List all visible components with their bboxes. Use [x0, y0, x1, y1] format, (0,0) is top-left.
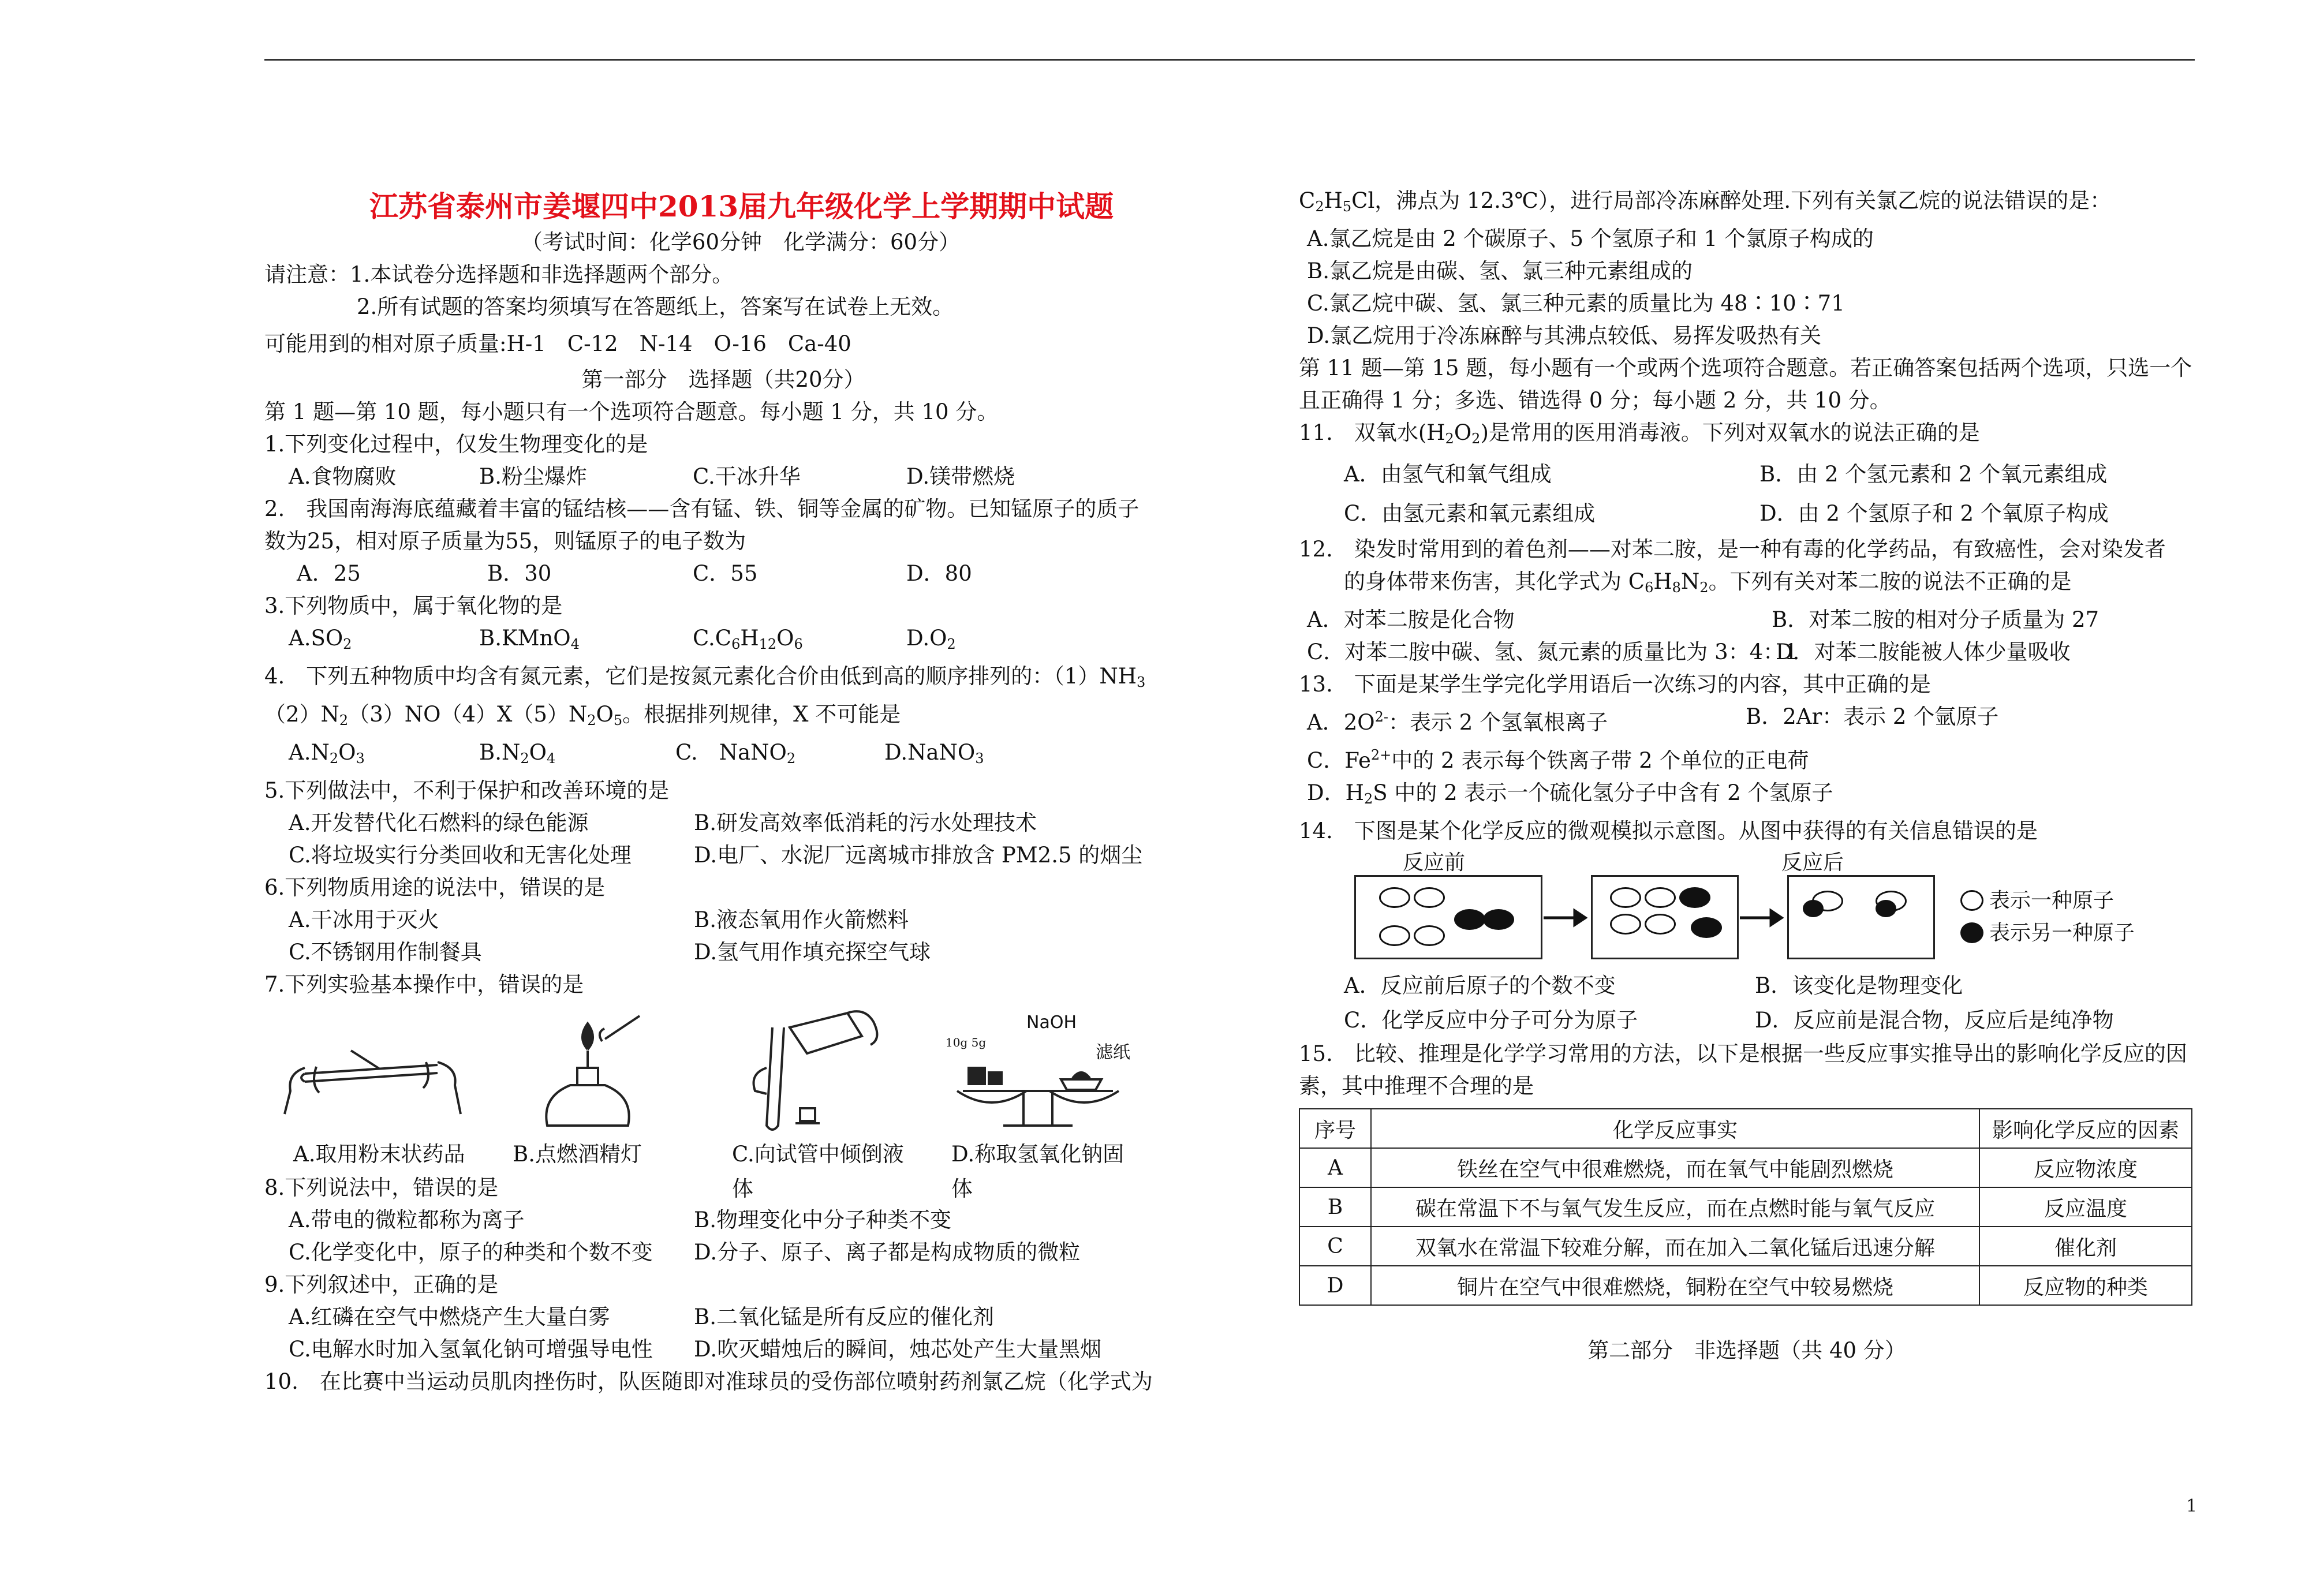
q13-option-a: A．2O2-：表示 2 个氢氧根离子 — [1307, 709, 1608, 735]
q6-option-c: C.不锈钢用作制餐具 — [289, 940, 482, 965]
header-rule — [264, 59, 2195, 61]
part1-title: 第一部分 选择题（共20分） — [581, 367, 865, 392]
white-atom — [1610, 914, 1641, 935]
q4-option-d: D.NaNO3 — [884, 740, 984, 767]
q13-option-d: D．$H_2S$ 中的 2 表示一个硫化氢分子中含有 2 个氢原子 — [1307, 780, 1833, 807]
q1-option-d: D.镁带燃烧 — [906, 464, 1015, 489]
q2-option-c: C．55 — [693, 561, 758, 586]
weighing-balance-figure — [922, 1004, 1142, 1137]
q13-option-c: C．$Fe^{2+}$中的 2 表示每个铁离子带 2 个单位的正电荷 — [1307, 747, 1809, 773]
q14-options-1 — [1299, 969, 2195, 1003]
part1-instructions-2b: 且正确得 1 分；多选、错选得 0 分；每小题 2 分，共 10 分。 — [1299, 388, 1891, 413]
q13-option-b: B．2Ar：表示 2 个氩原子 — [1746, 704, 1999, 729]
q2-options — [264, 558, 1182, 590]
legend-white-atom-icon — [1960, 890, 1983, 911]
q3-option-b: B.KMnO4 — [479, 626, 580, 652]
table-cell: 反应物的种类 — [1979, 1266, 2192, 1305]
q10-option-b: B.氯乙烷是由碳、氢、氯三种元素组成的 — [1307, 259, 1693, 283]
table-row — [1299, 1266, 2192, 1305]
table-header: 化学反应事实 — [1371, 1109, 1979, 1148]
q1-stem: 1.下列变化过程中，仅发生物理变化的是 — [264, 432, 648, 457]
q10-stem-2: $C_2H_5Cl$，沸点为 12.3℃），进行局部冷冻麻醉处理.下列有关氯乙烷的说法错误的是： — [1299, 188, 2112, 215]
white-atom — [1645, 887, 1676, 908]
q7-option-a: A.取用粉末状药品 — [293, 1142, 465, 1167]
middle-box — [1591, 875, 1739, 959]
q6-option-b: B.液态氧用作火箭燃料 — [694, 907, 909, 932]
after-label: 反应后 — [1781, 851, 1844, 874]
q14-option-d: D．反应前是混合物，反应后是纯净物 — [1755, 1008, 2114, 1033]
atomic-mass-line: 可能用到的相对原子质量:H-1 C-12 N-14 O-16 Ca-40 — [264, 331, 851, 356]
legend-1: 表示一种原子 — [1989, 889, 2115, 913]
q8-options-2 — [264, 1236, 1182, 1269]
black-atom — [1803, 900, 1824, 917]
q1-option-c: C.干冰升华 — [693, 464, 801, 489]
legend-black-atom-icon — [1960, 922, 1983, 943]
q9-options-1 — [264, 1301, 1182, 1333]
black-atom — [1876, 900, 1896, 917]
q9-options-2 — [264, 1333, 1182, 1366]
q13-options-1 — [1299, 701, 2195, 739]
table-cell: 铁丝在空气中很难燃烧，而在氧气中能剧烈燃烧 — [1371, 1148, 1979, 1187]
q6-options-2 — [264, 936, 1182, 969]
q11-options-2 — [1299, 494, 2195, 533]
after-box — [1787, 875, 1935, 959]
table-cell: 铜片在空气中很难燃烧，铜粉在空气中较易燃烧 — [1371, 1266, 1979, 1305]
q12-option-a: A．对苯二胺是化合物 — [1307, 607, 1515, 632]
q1-options — [264, 461, 1182, 493]
q11-stem: 11. 双氧水$(H_2O_2)$是常用的医用消毒液。下列对双氧水的说法正确的是 — [1299, 420, 1980, 447]
black-atom — [1679, 887, 1710, 908]
right-column — [1299, 185, 2195, 1367]
q8-option-a: A.带电的微粒都称为离子 — [289, 1208, 525, 1232]
q11-option-d: D．由 2 个氢原子和 2 个氧原子构成 — [1759, 501, 2109, 526]
white-atom — [1379, 887, 1410, 908]
q6-stem: 6.下列物质用途的说法中，错误的是 — [264, 875, 606, 900]
q12-stem-1: 12. 染发时常用到的着色剂——对苯二胺，是一种有毒的化学药品，有致癌性，会对染发者 — [1299, 537, 2166, 562]
q9-stem: 9.下列叙述中，正确的是 — [264, 1272, 499, 1297]
table-cell: 碳在常温下不与氧气发生反应，而在点燃时能与氧气反应 — [1371, 1187, 1979, 1227]
white-atom — [1610, 887, 1641, 908]
page-number: 1 — [2186, 1496, 2198, 1516]
white-atom — [1414, 887, 1445, 908]
q9-option-a: A.红磷在空气中燃烧产生大量白雾 — [289, 1305, 610, 1329]
before-label: 反应前 — [1403, 851, 1466, 874]
q3-option-d: D.O2 — [906, 626, 956, 652]
q9-option-b: B.二氧化锰是所有反应的催化剂 — [694, 1305, 994, 1329]
table-cell: 反应温度 — [1979, 1187, 2192, 1227]
q14-option-b: B．该变化是物理变化 — [1755, 973, 1963, 998]
q15-stem-2: 素，其中推理不合理的是 — [1299, 1074, 1534, 1098]
q1-option-b: B.粉尘爆炸 — [479, 464, 587, 489]
q4-stem-2: $(2)N_2(3)NO(4)X(5)N_2O_5$。根据排列规律，X 不可能是 — [264, 702, 901, 728]
q12-option-d: D．对苯二胺能被人体少量吸收 — [1776, 640, 2071, 664]
black-atom — [1483, 909, 1514, 930]
q5-option-d: D.电厂、水泥厂远离城市排放含 PM2.5 的烟尘 — [694, 843, 1143, 868]
q8-stem: 8.下列说法中，错误的是 — [264, 1175, 499, 1200]
pouring-liquid-figure — [703, 1004, 922, 1137]
q5-option-c: C.将垃圾实行分类回收和无害化处理 — [289, 843, 632, 868]
notice-2: 2.所有试题的答案均须填写在答题纸上，答案写在试卷上无效。 — [357, 294, 954, 319]
weights-label: 10g 5g — [946, 1036, 987, 1049]
q12-options-2 — [1299, 636, 2195, 668]
q5-option-a: A.开发替代化石燃料的绿色能源 — [289, 810, 589, 835]
part1-instructions: 第 1 题—第 10 题，每小题只有一个选项符合题意。每小题 1 分，共 10 分。 — [264, 399, 999, 424]
q14-stem: 14. 下图是某个化学反应的微观模拟示意图。从图中获得的有关信息错误的是 — [1299, 818, 2038, 843]
table-header: 影响化学反应的因素 — [1979, 1109, 2192, 1148]
q7-figures — [264, 1004, 1182, 1137]
legend-2: 表示另一种原子 — [1989, 921, 2135, 945]
white-atom — [1645, 914, 1676, 935]
powder-sampling-figure — [264, 1004, 484, 1137]
alcohol-lamp-figure — [484, 1004, 703, 1137]
q4-option-c: C. NaNO2 — [675, 740, 796, 767]
naoh-label: NaOH — [1026, 1012, 1077, 1033]
q2-option-a: A．25 — [297, 561, 361, 586]
q14-option-a: A．反应前后原子的个数不变 — [1344, 973, 1616, 998]
part1-instructions-2a: 第 11 题—第 15 题，每小题有一个或两个选项符合题意。若正确答案包括两个选项，只选一个 — [1299, 356, 2192, 380]
q7-stem: 7.下列实验基本操作中，错误的是 — [264, 972, 584, 997]
table-cell: A — [1299, 1148, 1371, 1187]
q6-options-1 — [264, 904, 1182, 936]
q14-option-c: C．化学反应中分子可分为原子 — [1344, 1008, 1638, 1033]
q8-options-1 — [264, 1204, 1182, 1236]
q9-option-d: D.吹灭蜡烛后的瞬间，烛芯处产生大量黑烟 — [694, 1337, 1102, 1362]
q3-options — [264, 622, 1182, 660]
q10-option-d: D.氯乙烷用于冷冻麻醉与其沸点较低、易挥发吸热有关 — [1307, 323, 1822, 348]
q12-option-b: B．对苯二胺的相对分子质量为 27 — [1772, 607, 2099, 632]
reaction-diagram — [1299, 851, 2195, 964]
left-column — [264, 185, 1182, 1398]
q6-option-d: D.氢气用作填充探空气球 — [694, 940, 931, 965]
q4-option-a: A.N2O3 — [289, 740, 365, 767]
notice-1: 请注意：1.本试卷分选择题和非选择题两个部分。 — [264, 262, 734, 287]
q8-option-c: C.化学变化中，原子的种类和个数不变 — [289, 1240, 653, 1265]
q12-options-1 — [1299, 604, 2195, 636]
q2-option-d: D．80 — [906, 561, 972, 586]
q11-option-b: B．由 2 个氢元素和 2 个氧元素组成 — [1759, 462, 2108, 487]
q5-options-1 — [264, 807, 1182, 839]
q5-stem: 5.下列做法中，不利于保护和改善环境的是 — [264, 778, 670, 803]
q3-option-c: C.C6H12O6 — [693, 626, 803, 652]
table-cell: 双氧水在常温下较难分解，而在加入二氧化锰后迅速分解 — [1371, 1227, 1979, 1266]
table-header: 序号 — [1299, 1109, 1371, 1148]
q1-option-a: A.食物腐败 — [289, 464, 397, 489]
black-atom — [1691, 917, 1722, 938]
q3-stem: 3.下列物质中，属于氧化物的是 — [264, 593, 563, 618]
filter-paper-label: 滤纸 — [1096, 1042, 1130, 1063]
q5-options-2 — [264, 839, 1182, 872]
table-cell: 反应物浓度 — [1979, 1148, 2192, 1187]
table-cell: 催化剂 — [1979, 1227, 2192, 1266]
table-row — [1299, 1187, 2192, 1227]
q8-option-d: D.分子、原子、离子都是构成物质的微粒 — [694, 1240, 1081, 1265]
q2-stem-1: 2. 我国南海海底蕴藏着丰富的锰结核——含有锰、铁、铜等金属的矿物。已知锰原子的质子 — [264, 496, 1140, 521]
exam-title: 江苏省泰州市姜堰四中2013届九年级化学上学期期中试题 — [369, 189, 1114, 223]
q12-option-c: C．对苯二胺中碳、氢、氮元素的质量比为 3：4：1 — [1307, 640, 1798, 664]
q4-options — [264, 737, 1182, 775]
q9-option-c: C.电解水时加入氢氧化钠可增强导电性 — [289, 1337, 653, 1362]
white-atom — [1414, 925, 1445, 946]
part2-title: 第二部分 非选择题（共 40 分） — [1587, 1338, 1906, 1363]
before-box — [1354, 875, 1542, 959]
q3-option-a: A.SO2 — [289, 626, 352, 652]
q2-option-b: B．30 — [487, 561, 552, 586]
q14-options-2 — [1299, 1003, 2195, 1038]
q10-stem-1: 10. 在比赛中当运动员肌肉挫伤时，队医随即对准球员的受伤部位喷射药剂氯乙烷（化学式为 — [264, 1369, 1153, 1394]
table-cell: D — [1299, 1266, 1371, 1305]
table-row — [1299, 1148, 2192, 1187]
table-cell: C — [1299, 1227, 1371, 1266]
q10-option-a: A.氯乙烷是由 2 个碳原子、5 个氢原子和 1 个氯原子构成的 — [1307, 226, 1874, 251]
white-atom — [1379, 925, 1410, 946]
black-atom — [1454, 909, 1485, 930]
q15-stem-1: 15. 比较、推理是化学学习常用的方法，以下是根据一些反应事实推导出的影响化学反应的因 — [1299, 1041, 2187, 1066]
q12-stem-2: 的身体带来伤害，其化学式为 $C_6H_8N_2$。下列有关对苯二胺的说法不正确的是 — [1344, 569, 2072, 596]
q7-option-d: D.称取氢氧化钠固体 — [951, 1142, 1125, 1201]
q4-stem-1: 4. 下列五种物质中均含有氮元素，它们是按氮元素化合价由低到高的顺序排列的：$(1)NH_3$ — [264, 664, 1146, 690]
table-row — [1299, 1227, 2192, 1266]
exam-subtitle: （考试时间：化学60分钟 化学满分：60分） — [521, 230, 961, 255]
q7-option-c: C.向试管中倾倒液体 — [732, 1142, 904, 1201]
table-header-row — [1299, 1109, 2192, 1148]
q10-option-c: C.氯乙烷中碳、氢、氯三种元素的质量比为 48∶10∶71 — [1307, 291, 1845, 316]
q15-table — [1299, 1108, 2192, 1306]
q5-option-b: B.研发高效率低消耗的污水处理技术 — [694, 810, 1037, 835]
q8-option-b: B.物理变化中分子种类不变 — [694, 1208, 951, 1232]
q2-stem-2: 数为25，相对原子质量为55，则锰原子的电子数为 — [264, 529, 746, 554]
q4-option-b: B.N2O4 — [479, 740, 556, 767]
q11-option-c: C．由氢元素和氧元素组成 — [1344, 501, 1596, 526]
q11-option-a: A．由氢气和氧气组成 — [1344, 462, 1552, 487]
q7-option-b: B.点燃酒精灯 — [513, 1142, 642, 1167]
q6-option-a: A.干冰用于灭火 — [289, 907, 439, 932]
q11-options-1 — [1299, 455, 2195, 494]
q13-stem: 13. 下面是某学生学完化学用语后一次练习的内容，其中正确的是 — [1299, 672, 1931, 697]
table-cell: B — [1299, 1187, 1371, 1227]
